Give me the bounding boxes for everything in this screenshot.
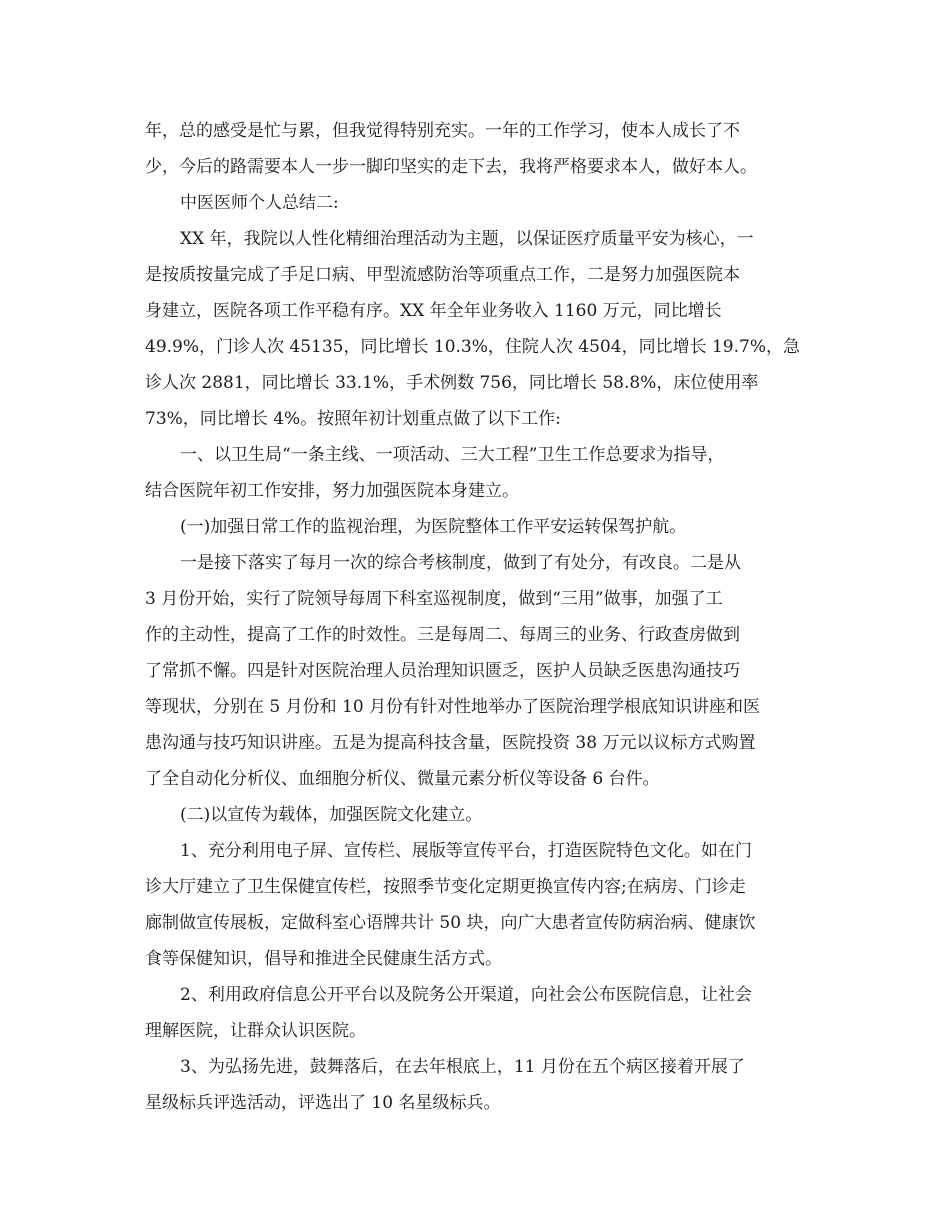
text-line: 了常抓不懈。四是针对医院治理人员治理知识匮乏，医护人员缺乏医患沟通技巧	[145, 661, 740, 681]
text-line: 一是接下落实了每月一次的综合考核制度，做到了有处分，有改良。二是从	[180, 553, 741, 573]
text-line: 身建立，医院各项工作平稳有序。XX 年全年业务收入 1160 万元，同比增长	[145, 301, 722, 321]
text-line: 结合医院年初工作安排，努力加强医院本身建立。	[145, 481, 519, 501]
text-line: 年，总的感受是忙与累，但我觉得特别充实。一年的工作学习，使本人成长了不	[145, 121, 740, 141]
text-line: 患沟通与技巧知识讲座。五是为提高科技含量，医院投资 38 万元以议标方式购置	[145, 733, 756, 753]
text-line: 理解医院，让群众认识医院。	[145, 1021, 366, 1041]
text-line: (二)以宣传为载体，加强医院文化建立。	[180, 805, 483, 825]
text-line: 中医医师个人总结二:	[180, 193, 339, 213]
text-line: 诊大厅建立了卫生保健宣传栏，按照季节变化定期更换宣传内容;在病房、门诊走	[145, 877, 746, 897]
text-line: (一)加强日常工作的监视治理，为医院整体工作平安运转保驾护航。	[180, 517, 687, 537]
document-body	[145, 113, 807, 1121]
text-line: 3 月份开始，实行了院领导每周下科室巡视制度，做到“三用”做事，加强了工	[145, 589, 723, 609]
text-line: 了全自动化分析仪、血细胞分析仪、微量元素分析仪等设备 6 台件。	[145, 769, 660, 789]
text-line: 少，今后的路需要本人一步一脚印坚实的走下去，我将严格要求本人，做好本人。	[145, 157, 757, 177]
text-line: 作的主动性，提高了工作的时效性。三是每周二、每周三的业务、行政查房做到	[145, 625, 740, 645]
text-line: 诊人次 2881，同比增长 33.1%，手术例数 756，同比增长 58.8%，床位使用率	[145, 373, 759, 393]
text-line: 73%，同比增长 4%。按照年初计划重点做了以下工作:	[145, 409, 561, 429]
text-line: 是按质按量完成了手足口病、甲型流感防治等项重点工作，二是努力加强医院本	[145, 265, 740, 285]
text-line: 49.9%，门诊人次 45135，同比增长 10.3%，住院人次 4504，同比增长 19.7%，急	[145, 337, 800, 357]
text-line: XX 年，我院以人性化精细治理活动为主题，以保证医疗质量平安为核心，一	[180, 229, 754, 249]
text-line: 一、以卫生局“一条主线、一项活动、三大工程”卫生工作总要求为指导，	[180, 445, 725, 465]
text-line: 星级标兵评选活动，评选出了 10 名星级标兵。	[145, 1093, 501, 1113]
text-line: 廊制做宣传展板，定做科室心语牌共计 50 块，向广大患者宣传防病治病、健康饮	[145, 913, 756, 933]
text-line: 3、为弘扬先进，鼓舞落后，在去年根底上，11 月份在五个病区接着开展了	[180, 1057, 745, 1077]
text-line: 2、利用政府信息公开平台以及院务公开渠道，向社会公布医院信息，让社会	[180, 985, 752, 1005]
text-line: 1、充分利用电子屏、宣传栏、展版等宣传平台，打造医院特色文化。如在门	[180, 841, 752, 861]
text-line: 食等保健知识，倡导和推进全民健康生活方式。	[145, 949, 502, 969]
text-line: 等现状，分别在 5 月份和 10 月份有针对性地举办了医院治理学根底知识讲座和医	[145, 697, 761, 717]
